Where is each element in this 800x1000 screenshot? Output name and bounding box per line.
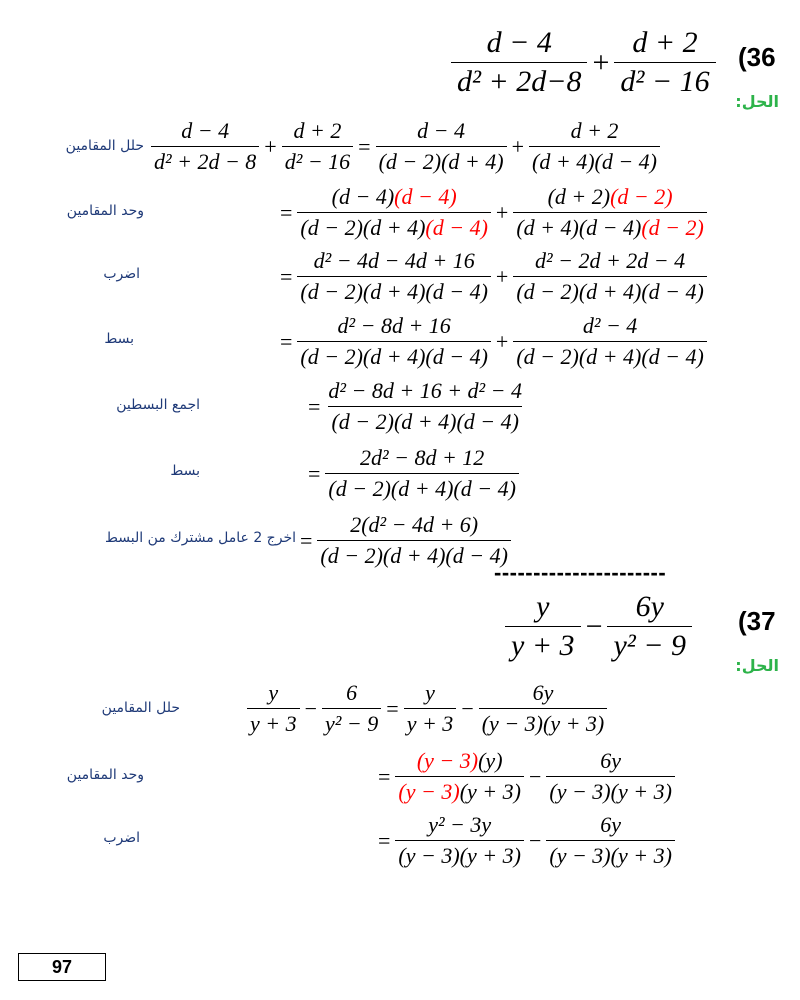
separator-line: ---------------------- xyxy=(494,560,667,585)
numerator xyxy=(329,184,460,212)
numerator: d² − 2d + 2d − 4 xyxy=(535,248,686,273)
denominator xyxy=(395,776,524,805)
page-number: 97 xyxy=(18,953,106,981)
equals-sign: = xyxy=(378,763,391,789)
denominator: y + 3 xyxy=(404,708,457,737)
numerator: d − 4 xyxy=(417,118,466,143)
denominator: (d − 2)(d + 4)(d − 4) xyxy=(297,276,491,305)
denominator: y + 3 xyxy=(505,626,581,663)
denominator: (d − 2)(d + 4)(d − 4) xyxy=(513,276,707,305)
operator: − xyxy=(528,827,542,853)
highlighted-factor: (d − 2) xyxy=(641,215,704,240)
equals-sign: = xyxy=(308,460,321,486)
highlighted-factor: (d − 2) xyxy=(610,184,673,209)
operator: + xyxy=(264,133,277,159)
numerator xyxy=(414,748,506,776)
step-4-equation xyxy=(278,313,710,370)
denominator: (d − 2)(d + 4)(d − 4) xyxy=(328,406,522,435)
highlighted-factor: (d − 4) xyxy=(425,215,488,240)
fraction xyxy=(614,26,715,99)
operator: − xyxy=(585,609,603,643)
fraction xyxy=(505,590,581,663)
factor: (d + 4)(d − 4) xyxy=(516,215,642,240)
numerator xyxy=(545,184,676,212)
step-3-equation xyxy=(278,248,710,305)
equals-sign: = xyxy=(386,695,399,721)
numerator: d² − 8d + 16 xyxy=(337,313,451,338)
operator: − xyxy=(528,763,542,789)
step-note: اجمع البسطين xyxy=(116,397,200,413)
step-2-equation xyxy=(278,184,710,241)
equals-sign: = xyxy=(358,133,371,159)
denominator xyxy=(297,212,491,241)
equals-sign: = xyxy=(280,199,293,225)
p37-step-1-equation xyxy=(244,680,610,737)
denominator: (y − 3)(y + 3) xyxy=(546,776,675,805)
step-note: حلل المقامين xyxy=(65,138,144,154)
numerator: y xyxy=(425,680,435,705)
numerator: 6 xyxy=(346,680,358,705)
numerator: 2d² − 8d + 12 xyxy=(360,445,485,470)
problem-37-statement xyxy=(502,590,695,663)
numerator: d − 4 xyxy=(486,26,552,59)
factor: (d − 4) xyxy=(331,184,395,209)
numerator: d² − 8d + 16 + d² − 4 xyxy=(328,378,522,403)
fraction xyxy=(607,590,692,663)
step-note: بسط xyxy=(104,331,134,347)
step-1-equation xyxy=(148,118,663,175)
operator: + xyxy=(495,199,509,225)
numerator: 6y xyxy=(600,748,622,773)
denominator: (d − 2)(d + 4)(d − 4) xyxy=(317,540,511,569)
denominator: d² + 2d−8 xyxy=(451,62,587,99)
numerator: y xyxy=(268,680,279,705)
operator: − xyxy=(461,695,474,721)
step-note: اضرب xyxy=(103,830,140,846)
operator: + xyxy=(511,133,525,159)
step-note: اخرج 2 عامل مشترك من البسط xyxy=(105,530,296,546)
highlighted-factor: (y − 3) xyxy=(416,748,479,773)
numerator: y² − 3y xyxy=(428,812,492,837)
numerator: d − 4 xyxy=(181,118,230,143)
p37-step-3-equation xyxy=(376,812,678,869)
denominator: y² − 9 xyxy=(607,626,692,663)
step-6-equation xyxy=(306,445,522,502)
numerator: 2(d² − 4d + 6) xyxy=(350,512,479,537)
numerator: d² − 4d − 4d + 16 xyxy=(313,248,475,273)
operator: + xyxy=(495,263,509,289)
denominator: (d − 2)(d + 4)(d − 4) xyxy=(513,341,707,370)
highlighted-factor: (d − 4) xyxy=(394,184,457,209)
denominator: (d − 2)(d + 4)(d − 4) xyxy=(325,473,519,502)
step-note: وحد المقامين xyxy=(66,203,144,219)
step-note: اضرب xyxy=(103,266,140,282)
step-note: وحد المقامين xyxy=(66,767,144,783)
numerator: d² − 4 xyxy=(582,313,638,338)
numerator: d + 2 xyxy=(570,118,619,143)
fraction xyxy=(451,26,587,99)
step-5-equation xyxy=(306,378,528,435)
factor: (d − 2)(d + 4) xyxy=(300,215,426,240)
equals-sign: = xyxy=(300,527,313,553)
numerator: 6y xyxy=(532,680,554,705)
denominator: y + 3 xyxy=(247,708,300,737)
operator: − xyxy=(304,695,318,721)
problem-37-number: (37 xyxy=(738,606,776,636)
operator: + xyxy=(592,45,610,79)
numerator: y xyxy=(536,590,550,623)
denominator: (d − 2)(d + 4)(d − 4) xyxy=(297,341,491,370)
p37-step-2-equation xyxy=(376,748,678,805)
problem-36-statement xyxy=(448,26,719,99)
solution-label: الحل: xyxy=(735,92,779,111)
equals-sign: = xyxy=(308,393,321,419)
denominator: d² − 16 xyxy=(282,146,353,175)
factor: (d + 2) xyxy=(547,184,611,209)
highlighted-factor: (y − 3) xyxy=(398,779,460,804)
equals-sign: = xyxy=(280,328,293,354)
denominator: (d − 2)(d + 4) xyxy=(376,146,507,175)
denominator: (y − 3)(y + 3) xyxy=(395,840,524,869)
step-note: حلل المقامين xyxy=(101,700,180,716)
denominator: d² + 2d − 8 xyxy=(151,146,259,175)
denominator: (y − 3)(y + 3) xyxy=(479,708,608,737)
step-7-equation xyxy=(298,512,514,569)
denominator: d² − 16 xyxy=(614,62,715,99)
equals-sign: = xyxy=(280,263,293,289)
operator: + xyxy=(495,328,509,354)
denominator: (d + 4)(d − 4) xyxy=(529,146,660,175)
numerator: 6y xyxy=(600,812,622,837)
denominator: y² − 9 xyxy=(322,708,381,737)
denominator: (y − 3)(y + 3) xyxy=(546,840,675,869)
factor: (y + 3) xyxy=(459,779,521,804)
numerator: d + 2 xyxy=(293,118,342,143)
denominator xyxy=(513,212,707,241)
numerator: d + 2 xyxy=(632,26,698,59)
solution-label: الحل: xyxy=(735,656,779,675)
numerator: 6y xyxy=(635,590,664,623)
step-note: بسط xyxy=(170,463,200,479)
equals-sign: = xyxy=(378,827,391,853)
problem-36-number: (36 xyxy=(738,42,776,72)
factor: (y) xyxy=(478,748,503,773)
